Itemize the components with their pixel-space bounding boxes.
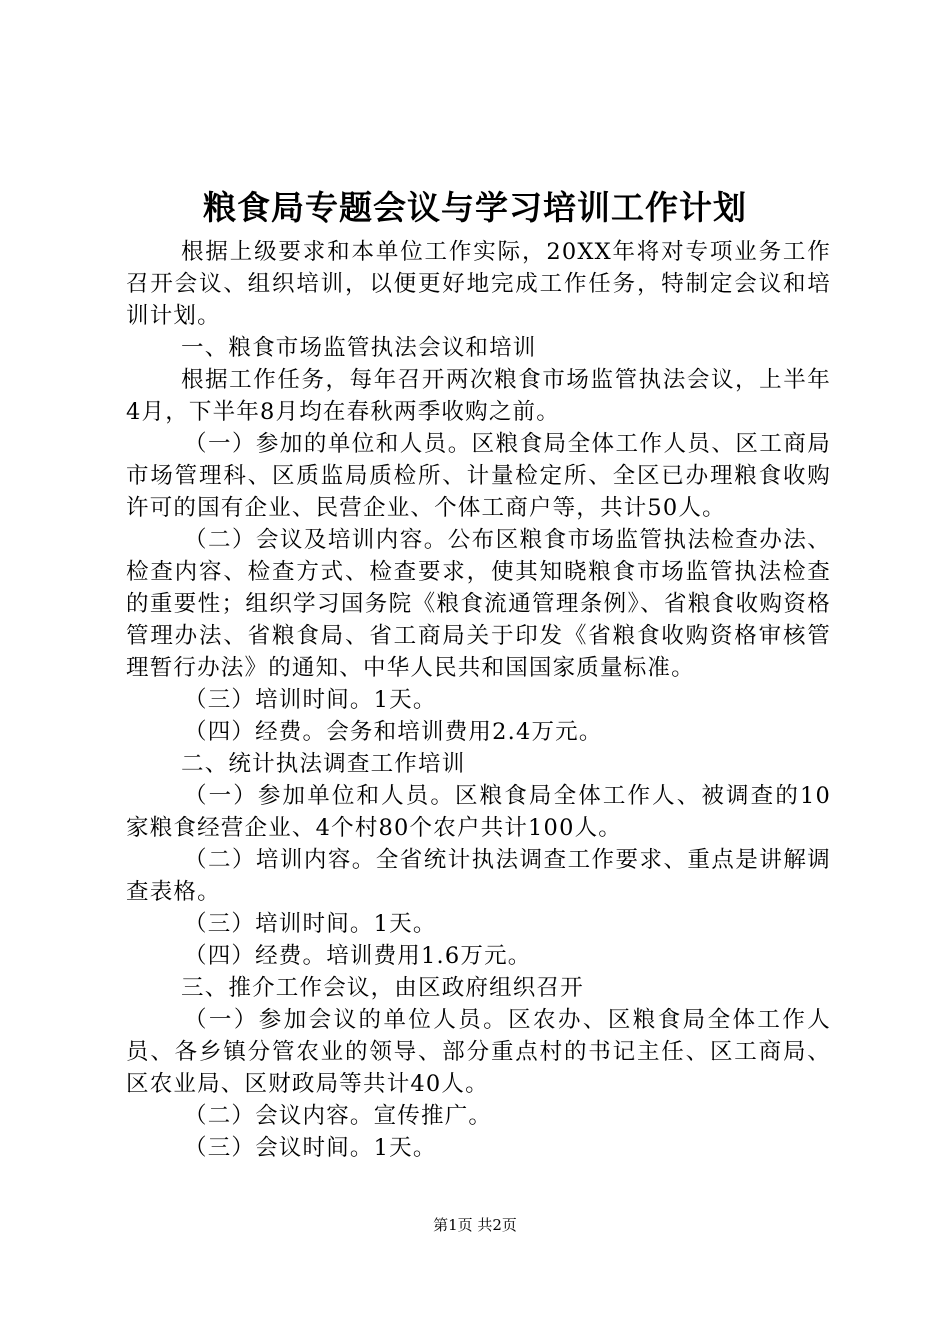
paragraph: （四）经费。会务和培训费用2.4万元。 [184, 719, 603, 745]
paragraph: （四）经费。培训费用1.6万元。 [184, 943, 532, 969]
intro-paragraph: 根据上级要求和本单位工作实际，20XX年将对专项业务工作召开会议、组织培训，以便更好地完成工作任务，特制定会议和培训计划。 [126, 239, 831, 329]
section-heading-2: 二、统计执法调查工作培训 [181, 751, 466, 777]
paragraph: （三）会议时间。1天。 [184, 1135, 437, 1161]
paragraph: （三）培训时间。1天。 [184, 911, 437, 937]
paragraph: （一）参加会议的单位人员。区农办、区粮食局全体工作人员、各乡镇分管农业的领导、部分重点村的书记主任、区工商局、区农业局、区财政局等共计40人。 [126, 1007, 831, 1097]
paragraph: （三）培训时间。1天。 [184, 687, 437, 713]
section-heading-3: 三、推介工作会议，由区政府组织召开 [181, 975, 584, 1001]
paragraph: （二）会议及培训内容。公布区粮食市场监管执法检查办法、检查内容、检查方式、检查要求，使其知晓粮食市场监管执法检查的重要性；组织学习国务院《粮食流通管理条例》、省粮食收购资格管理办法、省粮食局、省工商局关于印发《省粮食收购资格审核管理暂行办法》的通知、中华人民共和国国家质量标准。 [126, 527, 831, 681]
paragraph: 根据工作任务，每年召开两次粮食市场监管执法会议，上半年4月，下半年8月均在春秋两季收购之前。 [126, 367, 831, 425]
paragraph: （一）参加的单位和人员。区粮食局全体工作人员、区工商局市场管理科、区质监局质检所、计量检定所、全区已办理粮食收购许可的国有企业、民营企业、个体工商户等，共计50人。 [126, 431, 831, 521]
document-title: 粮食局专题会议与学习培训工作计划 [203, 188, 747, 227]
section-heading-1: 一、粮食市场监管执法会议和培训 [181, 335, 537, 361]
document-body [126, 236, 831, 1164]
paragraph: （二）会议内容。宣传推广。 [184, 1103, 493, 1129]
paragraph: （一）参加单位和人员。区粮食局全体工作人、被调查的10家粮食经营企业、4个村80个农户共计100人。 [126, 783, 831, 841]
paragraph: （二）培训内容。全省统计执法调查工作要求、重点是讲解调查表格。 [126, 847, 831, 905]
page-footer: 第1页 共2页 [433, 1216, 517, 1234]
